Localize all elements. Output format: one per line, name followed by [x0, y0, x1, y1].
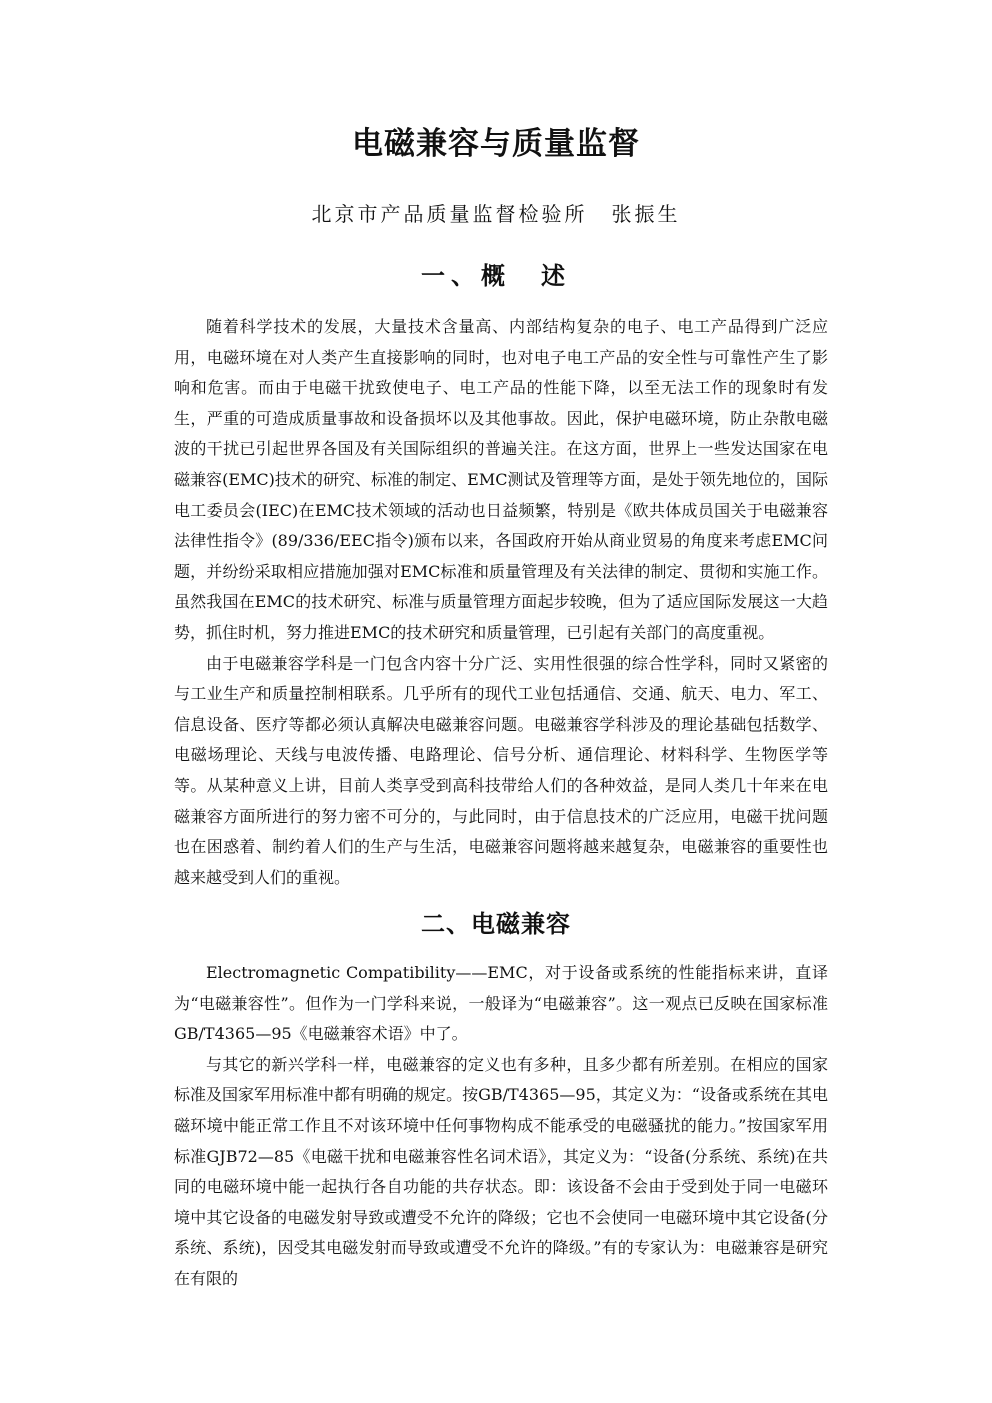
paragraph: 与其它的新兴学科一样，电磁兼容的定义也有多种，且多少都有所差别。在相应的国家标准及国家军用标准中都有明确的规定。按GB/T4365—95，其定义为：“设备或系统在其电磁环境中能正常工作且不对该环境中任何事物构成不能承受的电磁骚扰的能力。”按国家军用标准GJB72—85《电磁干扰和电磁兼容性名词术语》，其定义为：“设备(分系统、系统)在共同的电磁环境中能一起执行各自功能的共存状态。即：该设备不会由于受到处于同一电磁环境中其它设备的电磁发射导致或遭受不允许的降级；它也不会使同一电磁环境中其它设备(分系统、系统)，因受其电磁发射而导致或遭受不允许的降级。”有的专家认为：电磁兼容是研究在有限的: [174, 1054, 828, 1288]
byline: [0, 198, 992, 227]
paragraph: 随着科学技术的发展，大量技术含量高、内部结构复杂的电子、电工产品得到广泛应用，电磁环境在对人类产生直接影响的同时，也对电子电工产品的安全性与可靠性产生了影响和危害。而由于电磁干扰致使电子、电工产品的性能下降，以至无法工作的现象时有发生，严重的可造成质量事故和设备损坏以及其他事故。因此，保护电磁环境，防止杂散电磁波的干扰已引起世界各国及有关国际组织的普遍关注。在这方面，世界上一些发达国家在电磁兼容(EMC)技术的研究、标准的制定、EMC测试及管理等方面，是处于领先地位的，国际电工委员会(IEC)在EMC技术领域的活动也日益频繁，特别是《欧共体成员国关于电磁兼容法律性指令》(89/336/EEC指令)颁布以来，各国政府开始从商业贸易的角度来考虑EMC问题，并纷纷采取相应措施加强对EMC标准和质量管理及有关法律的制定、贯彻和实施工作。虽然我国在EMC的技术研究、标准与质量管理方面起步较晚，但为了适应国际发展这一大趋势，抓住时机，努力推进EMC的技术研究和质量管理，已引起有关部门的高度重视。: [174, 317, 828, 642]
author-name: 张振生: [611, 202, 681, 226]
section-heading-overview: 一、概 述: [421, 262, 571, 290]
document-title: 电磁兼容与质量监督: [352, 126, 640, 162]
paragraph: Electromagnetic Compatibility——EMC，对于设备或系统的性能指标来讲，直译为“电磁兼容性”。但作为一门学科来说，一般译为“电磁兼容”。这一观点已反映在国家标准GB/T4365—95《电磁兼容术语》中了。: [174, 963, 828, 1044]
paragraph: 由于电磁兼容学科是一门包含内容十分广泛、实用性很强的综合性学科，同时又紧密的与工业生产和质量控制相联系。几乎所有的现代工业包括通信、交通、航天、电力、军工、信息设备、医疗等都必须认真解决电磁兼容问题。电磁兼容学科涉及的理论基础包括数学、电磁场理论、天线与电波传播、电路理论、信号分析、通信理论、材料科学、生物医学等等。从某种意义上讲，目前人类享受到高科技带给人们的各种效益，是同人类几十年来在电磁兼容方面所进行的努力密不可分的，与此同时，由于信息技术的广泛应用，电磁干扰问题也在困惑着、制约着人们的生产与生活，电磁兼容问题将越来越复杂，电磁兼容的重要性也越来越受到人们的重视。: [174, 653, 828, 887]
author-institution: 北京市产品质量监督检验所: [311, 202, 588, 226]
section-emc-body: [174, 958, 828, 1295]
section-heading-emc: 二、电磁兼容: [421, 910, 571, 938]
section-overview-body: [174, 312, 828, 893]
